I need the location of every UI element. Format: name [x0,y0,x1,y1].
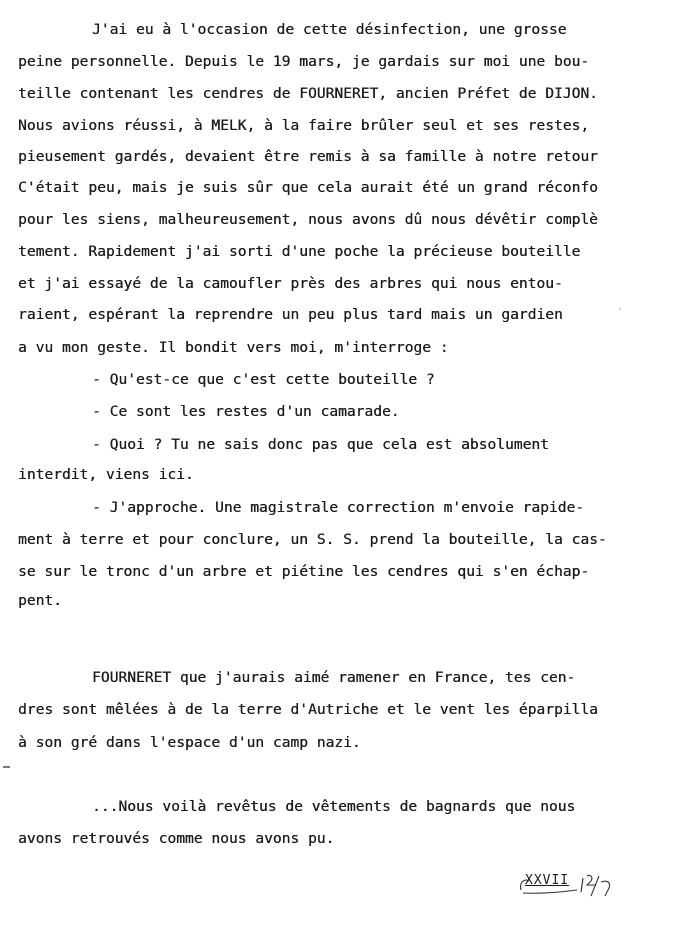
text-line: avons retrouvés comme nous avons pu. [18,830,335,847]
text-line: tement. Rapidement j'ai sorti d'une poche la précieuse bouteille [18,243,581,260]
text-line: pent. [18,592,62,609]
text-line: raient, espérant la reprendre un peu plus tard mais un gardien [18,306,563,323]
text-line: FOURNERET que j'aurais aimé ramener en France, tes cen- [92,669,576,686]
margin-mark [3,766,10,768]
text-line: dres sont mêlées à de la terre d'Autriche et le vent les éparpilla [18,701,598,718]
text-line: pieusement gardés, devaient être remis à sa famille à notre retour [18,148,598,165]
text-line: Nous avions réussi, à MELK, à la faire brûler seul et ses restes, [18,117,590,134]
text-line: peine personnelle. Depuis le 19 mars, je gardais sur moi une bou- [18,53,590,70]
text-line: à son gré dans l'espace d'un camp nazi. [18,734,361,751]
text-line: teille contenant les cendres de FOURNERET, ancien Préfet de DIJON. [18,85,598,102]
page-reference [517,872,617,900]
ink-speck: ˙ [617,308,624,319]
text-line: ...Nous voilà revêtus de vêtements de bagnards que nous [92,798,576,815]
text-line: et j'ai essayé de la camoufler près des arbres qui nous entou- [18,275,563,292]
text-line: a vu mon geste. Il bondit vers moi, m'interroge : [18,339,449,356]
page-numeral: XXVII [525,873,570,888]
text-line: ment à terre et pour conclure, un S. S. prend la bouteille, la cas- [18,531,607,548]
dialogue-line: - Qu'est-ce que c'est cette bouteille ? [92,371,435,388]
dialogue-line: - Quoi ? Tu ne sais donc pas que cela est absolument [92,436,549,453]
text-line: J'ai eu à l'occasion de cette désinfection, une grosse [92,21,567,38]
dialogue-line: - J'approche. Une magistrale correction m'envoie rapide- [92,499,585,516]
text-line: interdit, viens ici. [18,466,194,483]
dialogue-line: - Ce sont les restes d'un camarade. [92,403,400,420]
text-line: se sur le tronc d'un arbre et piétine les cendres qui s'en échap- [18,563,590,580]
text-line: pour les siens, malheureusement, nous avons dû nous dévêtir complè [18,211,598,228]
text-line: C'était peu, mais je suis sûr que cela aurait été un grand réconfo [18,179,598,196]
